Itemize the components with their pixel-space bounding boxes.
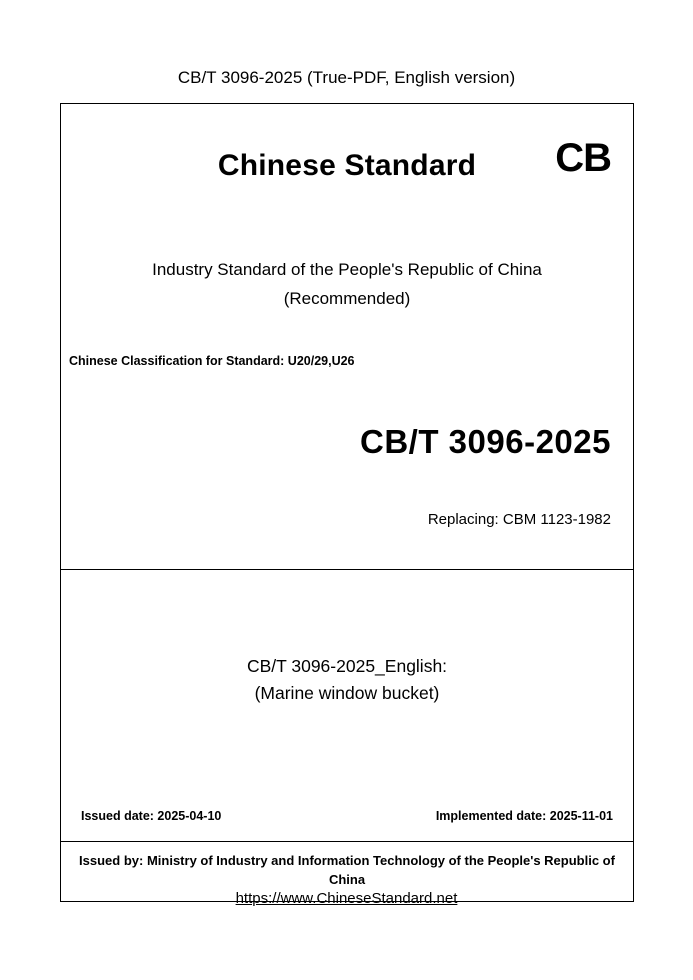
issued-by-line-1: Issued by: Ministry of Industry and Information Technology of the People's Republic of <box>79 853 615 868</box>
classification-text: Chinese Classification for Standard: U20/29,U26 <box>69 353 355 368</box>
english-title-line-1: CB/T 3096-2025_English: <box>246 656 448 676</box>
website-link[interactable]: https://www.ChineseStandard.net <box>235 890 458 907</box>
subtitle-line-1: Industry Standard of the People's Republic of China <box>152 260 542 279</box>
title-row <box>61 104 633 204</box>
cover-top-section <box>61 104 633 570</box>
document-header-title: CB/T 3096-2025 (True-PDF, English version) <box>177 68 516 87</box>
implemented-date: Implemented date: 2025-11-01 <box>435 809 613 823</box>
subtitle-line-2: (Recommended) <box>283 288 411 308</box>
dates-row <box>61 809 633 823</box>
standard-number: CB/T 3096-2025 <box>360 422 611 460</box>
replacing-text: Replacing: CBM 1123-1982 <box>427 510 611 528</box>
english-title-line-2: (Marine window bucket) <box>254 683 440 704</box>
english-title-block <box>61 570 633 707</box>
subtitle-block <box>61 256 633 314</box>
cover-middle-section <box>61 570 633 842</box>
cb-logo: CB <box>555 136 611 180</box>
main-title: Chinese Standard <box>217 149 477 182</box>
issued-date: Issued date: 2025-04-10 <box>81 809 222 823</box>
standard-cover-box <box>60 103 634 902</box>
issued-by-line-2: China <box>328 871 366 887</box>
